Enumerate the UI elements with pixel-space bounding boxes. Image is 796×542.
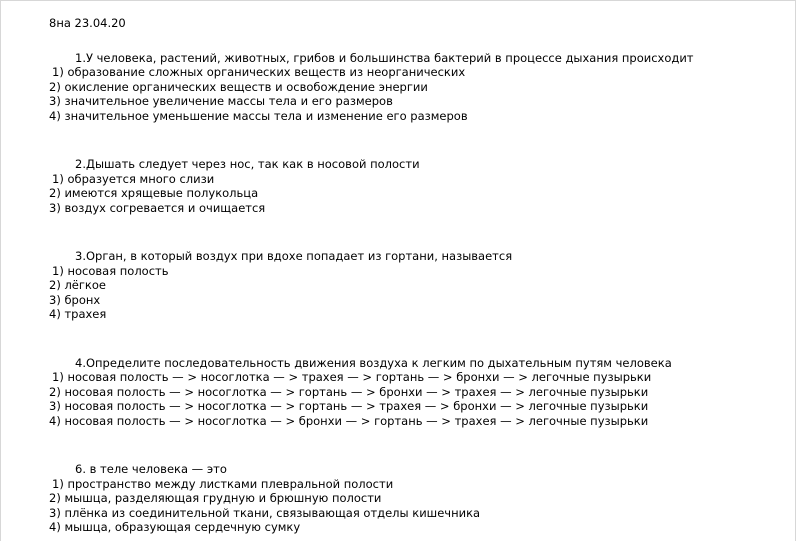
answer-option: 4) трахея bbox=[49, 307, 107, 321]
answer-option: 2) имеются хрящевые полукольца bbox=[49, 186, 259, 200]
answer-option: 3) значительное увеличение массы тела и его размеров bbox=[49, 94, 393, 108]
answer-option: 2) лёгкое bbox=[49, 278, 106, 292]
answer-option: 1) носовая полость bbox=[52, 263, 169, 278]
spacer bbox=[49, 31, 789, 51]
answer-option: 2) мышца, разделяющая грудную и брюшную полости bbox=[49, 491, 382, 505]
spacer bbox=[49, 428, 789, 462]
answer-option: 1) пространство между листками плевральной полости bbox=[52, 476, 394, 491]
answer-option: 3) воздух согревается и очищается bbox=[49, 200, 266, 215]
question-title: 1.У человека, растений, животных, грибов и большинства бактерий в процессе дыхания происходит bbox=[75, 50, 694, 65]
answer-option: 4) значительное уменьшение массы тела и изменение его размеров bbox=[49, 108, 468, 123]
answer-option: 1) образование сложных органических веществ из неорганических bbox=[52, 65, 466, 79]
spacer bbox=[49, 215, 789, 249]
question-1 bbox=[49, 51, 789, 124]
question-title: 2.Дышать следует через нос, так как в носовой полости bbox=[75, 157, 420, 171]
answer-option: 4) носовая полость — > носоглотка — > бронхи — > гортань — > трахея — > легочные пузырьки bbox=[49, 413, 649, 428]
answer-option: 1) образуется много слизи bbox=[52, 171, 215, 186]
spacer bbox=[49, 123, 789, 157]
answer-option: 4) мышца, образующая сердечную сумку bbox=[49, 520, 301, 534]
answer-option: 3) плёнка из соединительной ткани, связывающая отделы кишечника bbox=[49, 505, 481, 520]
answer-option: 1) носовая полость — > носоглотка — > трахея — > гортань — > бронхи — > легочные пузырьки bbox=[52, 370, 652, 384]
document-header: 8на 23.04.20 bbox=[49, 16, 126, 30]
question-title: 4.Определите последовательность движения воздуха к легким по дыхательным путям человека bbox=[75, 355, 672, 370]
question-3 bbox=[49, 249, 789, 322]
question-4 bbox=[49, 356, 789, 429]
document-body bbox=[49, 16, 789, 535]
question-6 bbox=[49, 462, 789, 535]
answer-option: 2) окисление органических веществ и освобождение энергии bbox=[49, 79, 428, 94]
answer-option: 3) носовая полость — > носоглотка — > гортань — > трахея — > бронхи — > легочные пузырьки bbox=[49, 399, 649, 413]
answer-option: 2) носовая полость — > носоглотка — > гортань — > бронхи — > трахея — > легочные пузырьки bbox=[49, 384, 649, 399]
question-2 bbox=[49, 157, 789, 215]
spacer bbox=[49, 322, 789, 356]
question-title: 6. в теле человека — это bbox=[75, 462, 227, 476]
question-title: 3.Орган, в который воздух при вдохе попадает из гортани, называется bbox=[75, 249, 513, 263]
answer-option: 3) бронх bbox=[49, 292, 101, 307]
